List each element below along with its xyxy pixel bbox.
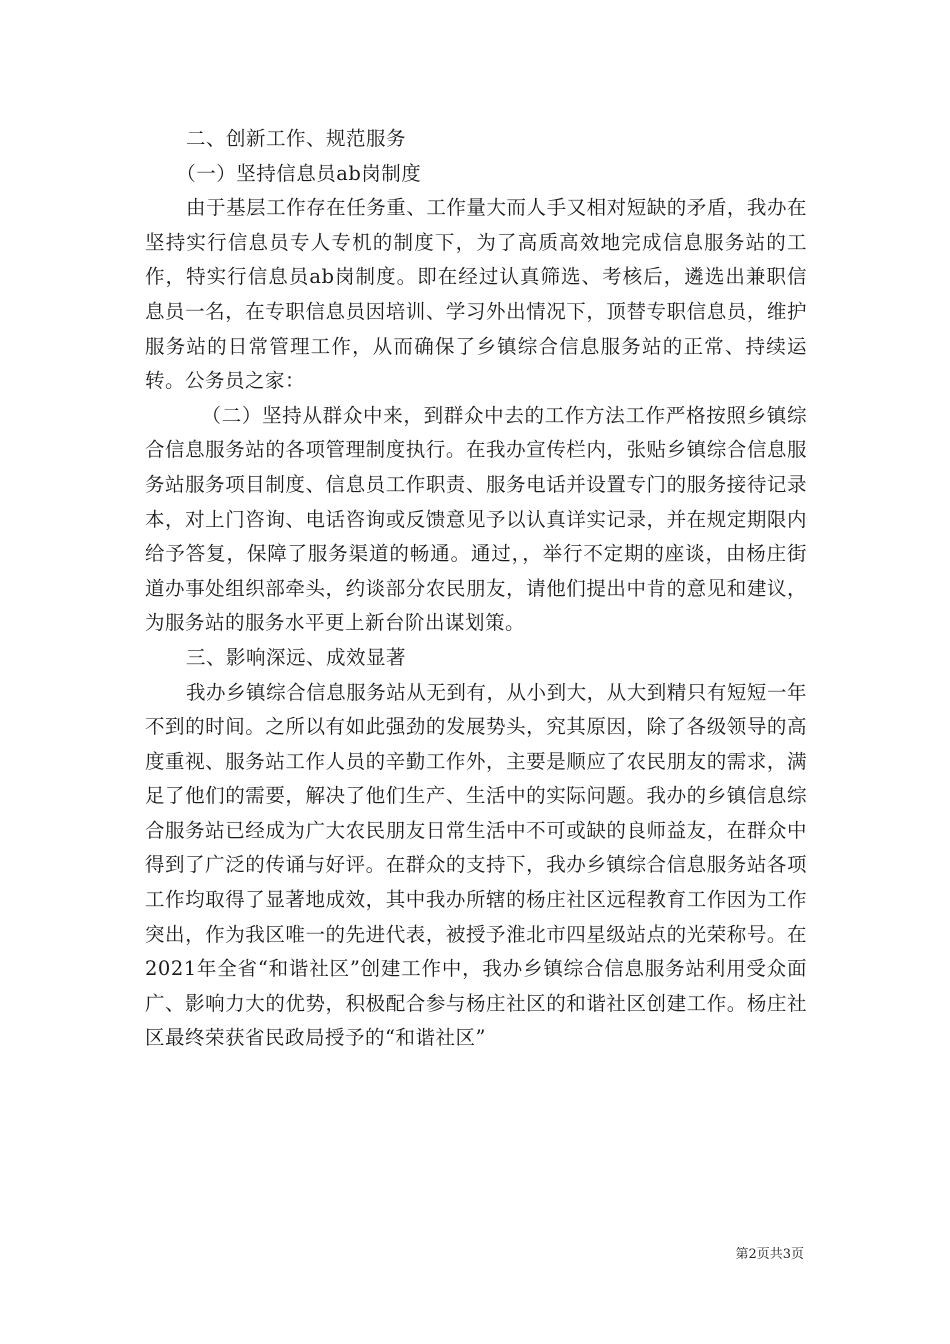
paragraph-impact: 我办乡镇综合信息服务站从无到有，从小到大，从大到精只有短短一年不到的时间。之所以有如此强劲的发展势头，究其原因，除了各级领导的高度重视、服务站工作人员的辛勤工作外，主要是顺应了农民朋友的需求，满足了他们的需要，解决了他们生产、生活中的实际问题。我办的乡镇信息综合服务站已经成为广大农民朋友日常生活中不可或缺的良师益友，在群众中得到了广泛的传诵与好评。在群众的支持下，我办乡镇综合信息服务站各项工作均取得了显著地成效，其中我办所辖的杨庄社区远程教育工作因为工作突出，作为我区唯一的先进代表，被授予淮北市四星级站点的光荣称号。在2021年全省“和谐社区”创建工作中，我办乡镇综合信息服务站利用受众面广、影响力大的优势，积极配合参与杨庄社区的和谐社区创建工作。杨庄社区最终荣获省民政局授予的“和谐社区” [145,680,807,1050]
paragraph-ab-post: 由于基层工作存在任务重、工作量大而人手又相对短缺的矛盾，我办在坚持实行信息员专人专机的制度下，为了高质高效地完成信息服务站的工作，特实行信息员ab岗制度。即在经过认真筛选、考核后，遴选出兼职信息员一名，在专职信息员因培训、学习外出情况下，顶替专职信息员，维护服务站的日常管理工作，从而确保了乡镇综合信息服务站的正常、持续运转。公务员之家： [145,196,807,393]
document-body [145,122,807,1056]
page-number: 第2页共3页 [735,1247,804,1262]
section-heading-2: 二、创新工作、规范服务 [185,127,406,150]
paragraph-mass-line: （二）坚持从群众中来，到群众中去的工作方法工作严格按照乡镇综合信息服务站的各项管理制度执行。在我办宣传栏内，张贴乡镇综合信息服务站服务项目制度、信息员工作职责、服务电话并设置专门的服务接待记录本，对上门咨询、电话咨询或反馈意见予以认真详实记录，并在规定期限内给予答复，保障了服务渠道的畅通。通过，，举行不定期的座谈，由杨庄街道办事处组织部牵头，约谈部分农民朋友，请他们提出中肯的意见和建议，为服务站的服务水平更上新台阶出谋划策。 [145,403,807,635]
subsection-heading-1: （一）坚持信息员ab岗制度 [176,161,422,185]
section-heading-3: 三、影响深远、成效显著 [185,645,406,669]
